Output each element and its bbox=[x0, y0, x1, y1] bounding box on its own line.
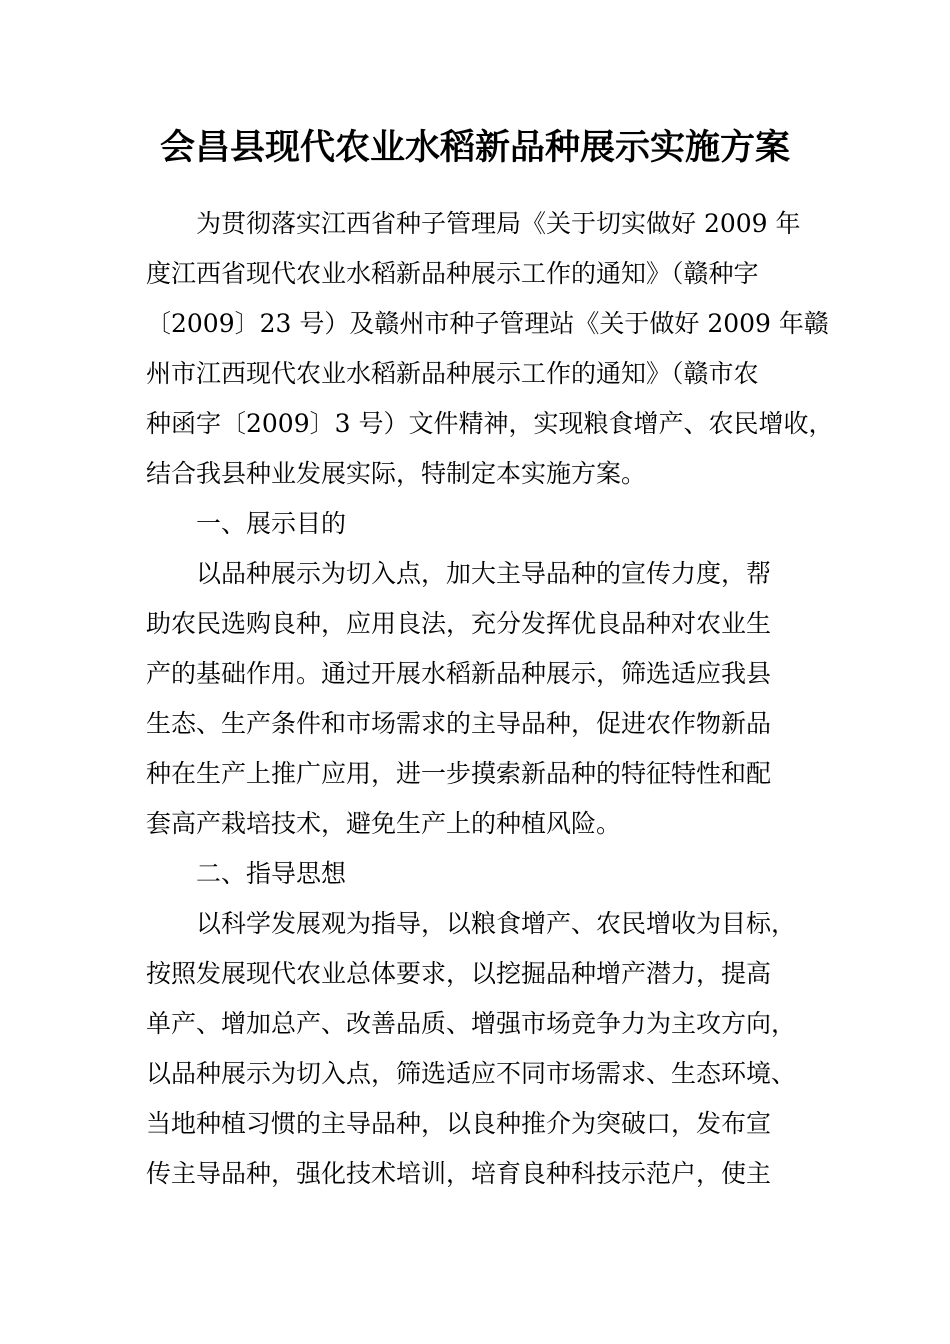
document-title: 会昌县现代农业水稻新品种展示实施方案 bbox=[159, 127, 790, 168]
paragraph-line: 生态、生产条件和市场需求的主导品种，促进农作物新品 bbox=[146, 709, 772, 738]
paragraph-line: 套高产栽培技术，避免生产上的种植风险。 bbox=[146, 809, 622, 838]
paragraph-line: 州市江西现代农业水稻新品种展示工作的通知》（赣市农 bbox=[146, 359, 759, 388]
paragraph-line: 传主导品种，强化技术培训，培育良种科技示范户，使主 bbox=[146, 1159, 772, 1188]
section-heading: 二、指导思想 bbox=[196, 859, 347, 888]
section-heading: 一、展示目的 bbox=[196, 509, 347, 538]
paragraph-line: 种在生产上推广应用，进一步摸索新品种的特征特性和配 bbox=[146, 759, 772, 788]
paragraph-line: 为贯彻落实江西省种子管理局《关于切实做好 2009 年 bbox=[196, 209, 801, 238]
paragraph-line: 助农民选购良种，应用良法，充分发挥优良品种对农业生 bbox=[146, 609, 772, 638]
paragraph-line: 以科学发展观为指导，以粮食增产、农民增收为目标， bbox=[196, 909, 797, 938]
paragraph-line: 结合我县种业发展实际，特制定本实施方案。 bbox=[146, 459, 647, 488]
paragraph-line: 单产、增加总产、改善品质、增强市场竞争力为主攻方向， bbox=[146, 1009, 797, 1038]
paragraph-line: 〔2009〕23 号）及赣州市种子管理站《关于做好 2009 年赣 bbox=[146, 309, 829, 338]
paragraph-line: 产的基础作用。通过开展水稻新品种展示，筛选适应我县 bbox=[146, 659, 772, 688]
paragraph-line: 按照发展现代农业总体要求，以挖掘品种增产潜力，提高 bbox=[146, 959, 772, 988]
paragraph-line: 以品种展示为切入点，筛选适应不同市场需求、生态环境、 bbox=[146, 1059, 797, 1088]
paragraph-line: 度江西省现代农业水稻新品种展示工作的通知》（赣种字 bbox=[146, 259, 759, 288]
paragraph-line: 以品种展示为切入点，加大主导品种的宣传力度，帮 bbox=[196, 559, 772, 588]
paragraph-line: 种函字〔2009〕3 号）文件精神，实现粮食增产、农民增收， bbox=[146, 409, 834, 438]
paragraph-line: 当地种植习惯的主导品种，以良种推介为突破口，发布宣 bbox=[146, 1109, 772, 1138]
